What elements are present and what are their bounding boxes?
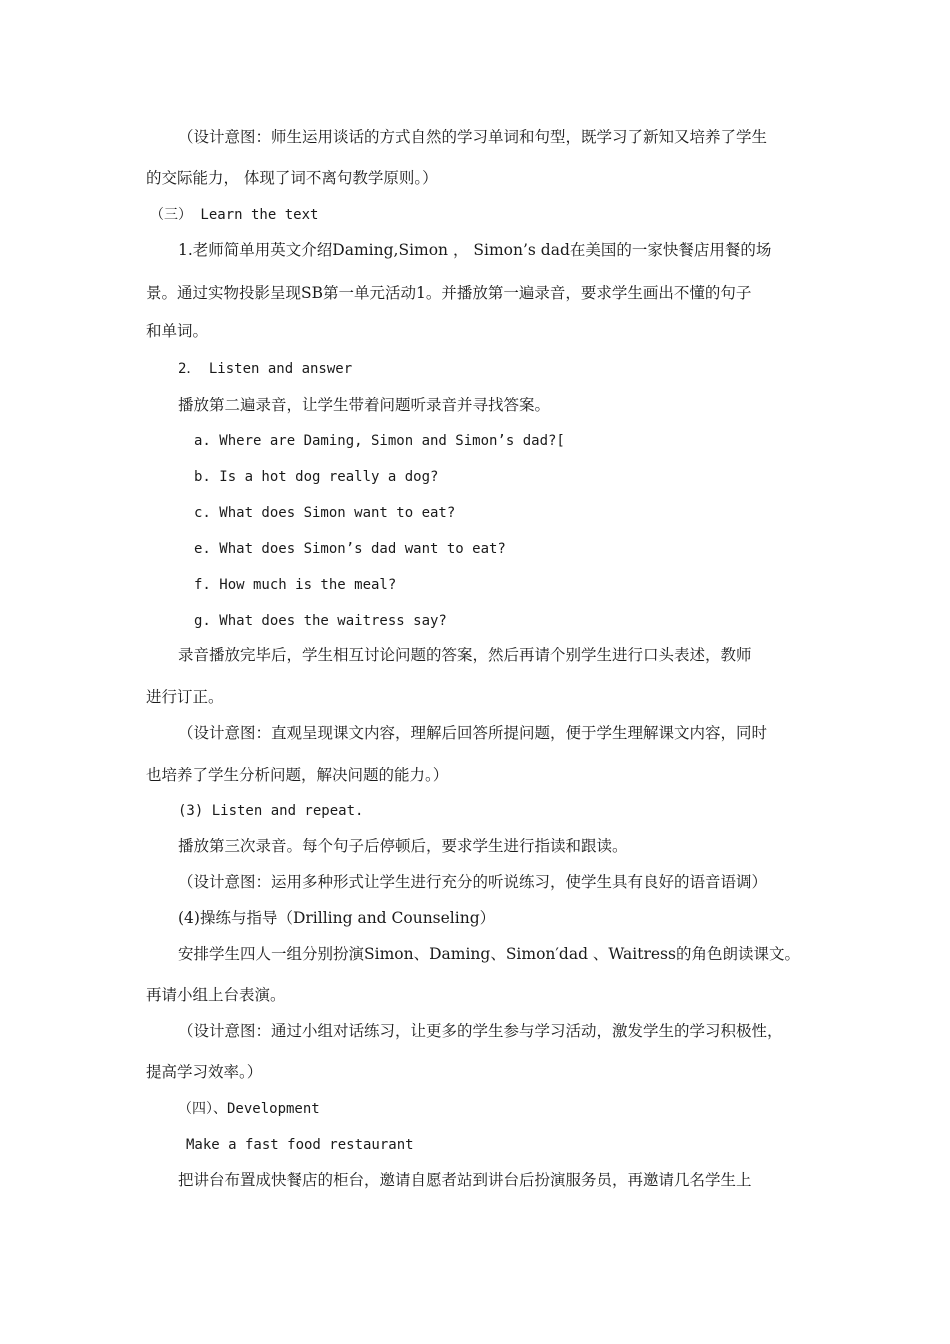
question-item: e. What does Simon’s dad want to eat? [194, 541, 506, 557]
subsection-heading: (4)操练与指导（Drilling and Counseling） [178, 909, 496, 927]
question-item: g. What does the waitress say? [194, 613, 447, 629]
section-heading: （四）、Development [178, 1101, 320, 1117]
paragraph-line: 进行订正。 [146, 688, 224, 706]
paragraph-line: 安排学生四人一组分别扮演Simon、Daming、Simon′dad 、Waitress的角色朗读课文。 [178, 945, 800, 963]
subsection-heading: (3) Listen and repeat. [178, 803, 364, 819]
question-item: b. Is a hot dog really a dog? [194, 469, 439, 485]
paragraph-line: （设计意图：运用多种形式让学生进行充分的听说练习，使学生具有良好的语音语调） [178, 873, 768, 891]
activity-title: Make a fast food restaurant [186, 1137, 414, 1153]
paragraph-line: 1.老师简单用英文介绍Daming,Simon ， Simon’s dad在美国的一家快餐店用餐的场 [178, 241, 772, 259]
paragraph-line: 景。通过实物投影呈现SB第一单元活动1。并播放第一遍录音，要求学生画出不懂的句子 [146, 284, 752, 302]
paragraph-line: 播放第二遍录音，让学生带着问题听录音并寻找答案。 [178, 396, 551, 414]
paragraph-line: （设计意图：师生运用谈话的方式自然的学习单词和句型，既学习了新知又培养了学生 [178, 128, 768, 146]
paragraph-line: 把讲台布置成快餐店的柜台，邀请自愿者站到讲台后扮演服务员，再邀请几名学生上 [178, 1171, 752, 1189]
subsection-heading: 2． Listen and answer [178, 361, 353, 377]
question-item: f. How much is the meal? [194, 577, 397, 593]
paragraph-line: （设计意图：通过小组对话练习，让更多的学生参与学习活动，激发学生的学习积极性， [178, 1022, 783, 1040]
question-item: c. What does Simon want to eat? [194, 505, 456, 521]
paragraph-line: 播放第三次录音。每个句子后停顿后，要求学生进行指读和跟读。 [178, 837, 628, 855]
paragraph-line: 的交际能力， 体现了词不离句教学原则。） [146, 169, 438, 187]
paragraph-line: 再请小组上台表演。 [146, 986, 286, 1004]
paragraph-line: （设计意图：直观呈现课文内容，理解后回答所提问题，便于学生理解课文内容，同时 [178, 724, 768, 742]
paragraph-line: 和单词。 [146, 322, 209, 340]
section-heading: （三） Learn the text [150, 207, 319, 223]
question-item: a. Where are Daming, Simon and Simon’s dad?[ [194, 433, 565, 449]
paragraph-line: 录音播放完毕后，学生相互讨论问题的答案，然后再请个别学生进行口头表述，教师 [178, 646, 752, 664]
paragraph-line: 提高学习效率。） [146, 1063, 263, 1081]
paragraph-line: 也培养了学生分析问题，解决问题的能力。） [146, 766, 449, 784]
